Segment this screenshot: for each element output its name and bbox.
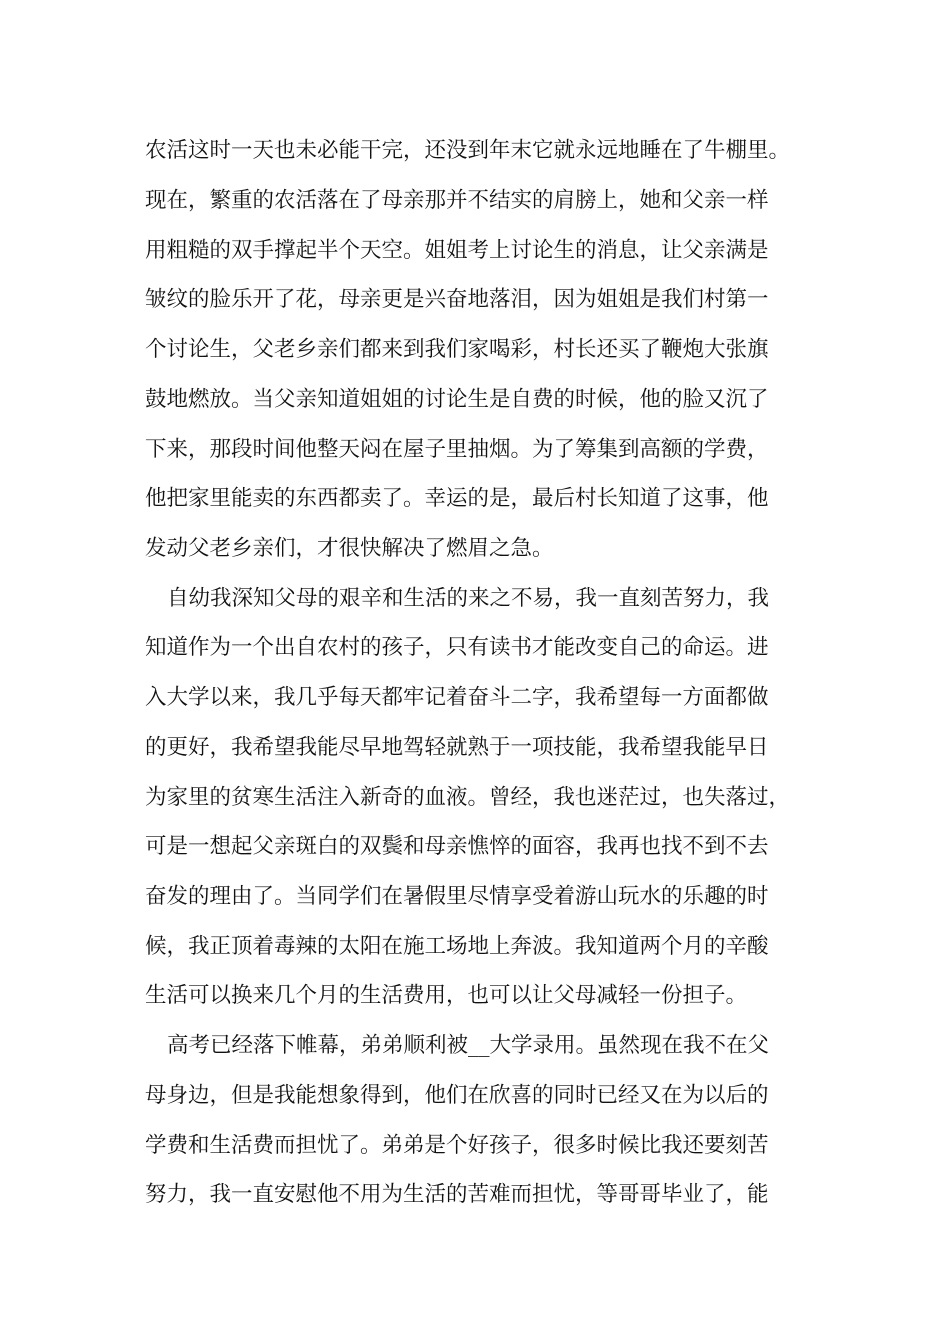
text-line: 现在，繁重的农活落在了母亲那并不结实的肩膀上，她和父亲一样 [145,188,769,213]
text-line: 为家里的贫寒生活注入新奇的血液。曾经，我也迷茫过，也失落过， [145,785,791,810]
text-line: 下来，那段时间他整天闷在屋子里抽烟。为了筹集到高额的学费， [145,437,769,462]
text-line: 母身边，但是我能想象得到，他们在欣喜的同时已经又在为以后的 [145,1083,769,1108]
text-line: 知道作为一个出自农村的孩子，只有读书才能改变自己的命运。进 [145,635,769,660]
text-line: 他把家里能卖的东西都卖了。幸运的是，最后村长知道了这事，他 [145,486,769,511]
text-line: 候，我正顶着毒辣的太阳在施工场地上奔波。我知道两个月的辛酸 [145,934,769,959]
text-line: 生活可以换来几个月的生活费用，也可以让父母减轻一份担子。 [145,983,748,1008]
text-line: 奋发的理由了。当同学们在暑假里尽情享受着游山玩水的乐趣的时 [145,884,769,909]
text-line: 高考已经落下帷幕，弟弟顺利被__大学录用。虽然现在我不在父 [167,1033,770,1058]
text-line: 可是一想起父亲斑白的双鬓和母亲憔悴的面容，我再也找不到不去 [145,834,769,859]
text-line: 努力，我一直安慰他不用为生活的苦难而担忧，等哥哥毕业了，能 [145,1182,769,1207]
text-line: 鼓地燃放。当父亲知道姐姐的讨论生是自费的时候，他的脸又沉了 [145,387,769,412]
text-line: 农活这时一天也未必能干完，还没到年末它就永远地睡在了牛棚里。 [145,138,791,163]
text-line: 入大学以来，我几乎每天都牢记着奋斗二字，我希望每一方面都做 [145,685,769,710]
text-line: 学费和生活费而担忧了。弟弟是个好孩子，很多时候比我还要刻苦 [145,1133,769,1158]
text-line: 个讨论生，父老乡亲们都来到我们家喝彩，村长还买了鞭炮大张旗 [145,337,769,362]
text-line: 用粗糙的双手撑起半个天空。姐姐考上讨论生的消息，让父亲满是 [145,238,769,263]
text-line: 的更好，我希望我能尽早地驾轻就熟于一项技能，我希望我能早日 [145,735,769,760]
text-line: 皱纹的脸乐开了花，母亲更是兴奋地落泪，因为姐姐是我们村第一 [145,287,769,312]
text-line: 自幼我深知父母的艰辛和生活的来之不易，我一直刻苦努力，我 [167,586,770,611]
text-line: 发动父老乡亲们，才很快解决了燃眉之急。 [145,536,554,561]
